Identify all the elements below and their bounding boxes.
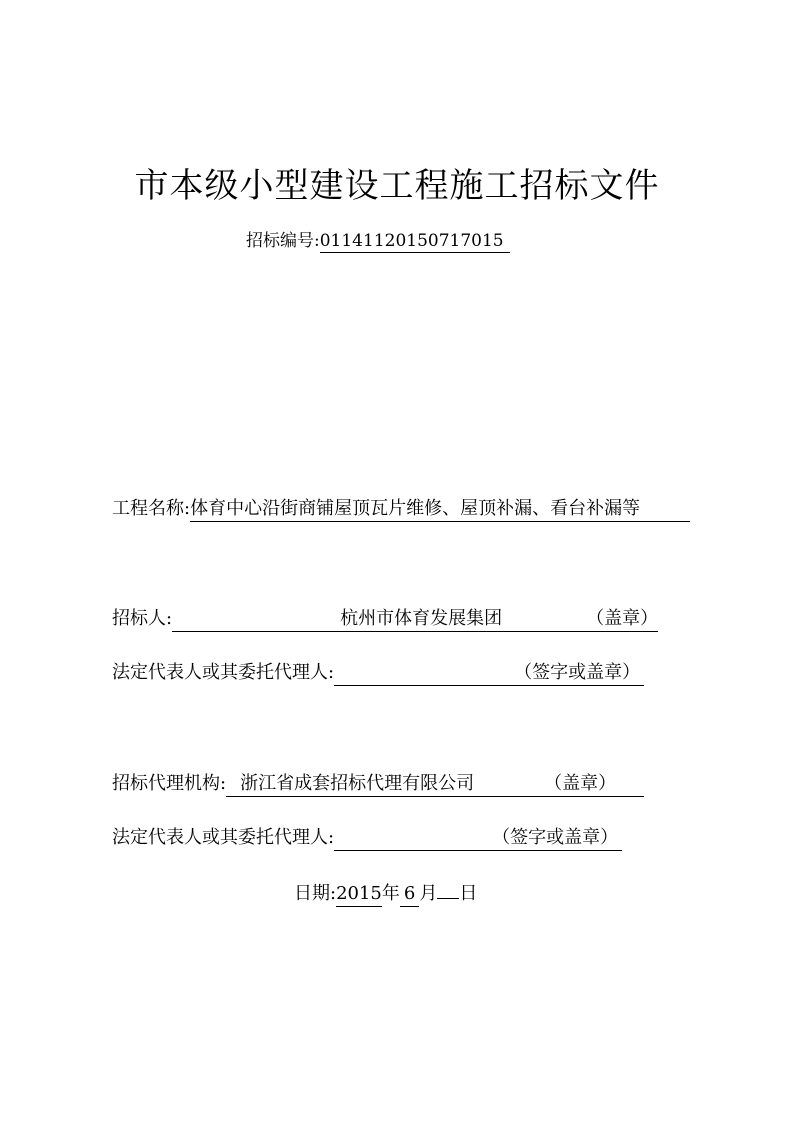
date-month-unit: 月 (419, 883, 438, 904)
tenderer-field (172, 608, 658, 632)
agency-label: 招标代理机构: (112, 773, 227, 794)
tenderer-seal-note: （盖章） (586, 608, 659, 629)
tenderer-rep-field (334, 662, 644, 686)
tenderer-value: 杭州市体育发展集团 (340, 608, 503, 629)
agency-rep-label: 法定代表人或其委托代理人: (112, 827, 335, 848)
agency-rep-line (112, 823, 622, 851)
tenderer-label: 招标人: (112, 608, 173, 629)
date-day (437, 898, 459, 899)
tenderer-rep-note: （签字或盖章） (514, 662, 641, 683)
project-name-label: 工程名称: (112, 498, 191, 519)
project-name-value: 体育中心沿街商铺屋顶瓦片维修、屋顶补漏、看台补漏等 (190, 498, 690, 522)
bid-number-label: 招标编号: (246, 231, 320, 251)
tenderer-rep-line (112, 658, 644, 686)
date-line (294, 879, 477, 907)
tenderer-line (112, 604, 658, 632)
agency-rep-field (334, 827, 622, 851)
project-name-line (112, 494, 690, 522)
agency-field (226, 773, 644, 797)
agency-seal-note: （盖章） (544, 773, 617, 794)
agency-line (112, 769, 644, 797)
date-day-unit: 日 (459, 883, 478, 904)
bid-number-value: 01141120150717015 (320, 231, 510, 253)
document-title: 市本级小型建设工程施工招标文件 (134, 166, 660, 206)
date-year: 2015 (336, 883, 382, 907)
date-month: 6 (400, 883, 419, 907)
date-label: 日期: (294, 883, 337, 904)
agency-value: 浙江省成套招标代理有限公司 (240, 773, 475, 794)
date-year-unit: 年 (381, 883, 400, 904)
bid-number-line (246, 226, 510, 253)
agency-rep-note: （签字或盖章） (492, 827, 619, 848)
tenderer-rep-label: 法定代表人或其委托代理人: (112, 662, 335, 683)
